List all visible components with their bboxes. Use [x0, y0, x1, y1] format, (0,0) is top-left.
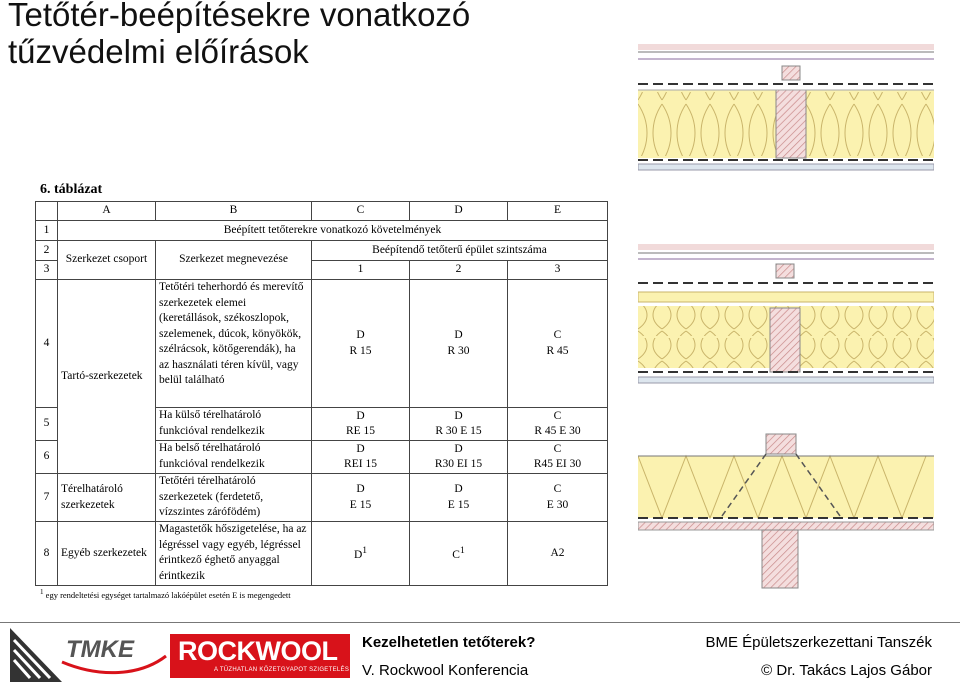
row-number: 6 [36, 441, 58, 474]
table-row [36, 474, 608, 522]
fire-class: D [454, 329, 463, 341]
structure-name: Ha belső térelhatároló funkcióval rendelkezik [156, 441, 312, 474]
table-row [36, 280, 608, 408]
structure-name: Tetőtéri térelhatároló szerkezetek (ferdetető, vízszintes zárófödém) [156, 474, 312, 522]
bme-corner-logo-icon [10, 628, 62, 682]
requirement-cell [410, 408, 508, 441]
fire-class: D [356, 329, 365, 341]
fire-resistance: REI 15 [344, 458, 377, 470]
col-letter-c: C [312, 202, 410, 221]
table-row [36, 221, 608, 241]
fire-class: D [454, 442, 463, 455]
fire-class: C [452, 549, 460, 562]
page-title-line1: Tetőtér-beépítésekre vonatkozó [8, 0, 471, 33]
fire-resistance: E 15 [349, 498, 372, 511]
col-letter-e: E [508, 202, 608, 221]
fire-resistance: E 15 [447, 498, 470, 511]
fire-class: D [454, 483, 463, 495]
footer-divider [0, 622, 960, 623]
footer-conference: V. Rockwool Konferencia [362, 662, 529, 679]
table-corner-cell [36, 202, 58, 221]
fire-resistance: RE 15 [345, 425, 376, 437]
table-caption: 6. táblázat [40, 182, 103, 197]
fire-class: D [353, 549, 363, 562]
row-number: 5 [36, 408, 58, 441]
footer-author: © Dr. Takács Lajos Gábor [761, 662, 932, 679]
structure-name: Ha külső térelhatároló funkcióval rendelkezik [156, 408, 312, 441]
fire-resistance: R 15 [349, 344, 372, 357]
col-letter-b: B [156, 202, 312, 221]
requirement-cell [312, 408, 410, 441]
storey-1: 1 [312, 261, 410, 280]
fire-class: C [553, 442, 562, 455]
col-letter-d: D [410, 202, 508, 221]
table-footnote [40, 588, 291, 600]
requirements-table [35, 201, 608, 586]
requirement-cell [410, 474, 508, 522]
structure-name: Magastetők hőszigetelése, ha az légréssel vagy egyéb, légréssel érintkező éghető anyaggal érintkezik [156, 522, 312, 586]
group-cell: Tartó-szerkezetek [58, 280, 156, 474]
requirement-cell [312, 441, 410, 474]
fire-class: D [454, 409, 463, 422]
requirement-cell [410, 441, 508, 474]
table-row [36, 522, 608, 586]
requirement-cell [508, 280, 608, 408]
rockwool-logo [170, 634, 350, 678]
rockwool-tagline: A TŰZHATLAN KŐZETGYAPOT SZIGETELÉS [214, 667, 350, 673]
requirement-cell [508, 408, 608, 441]
fire-class: D [356, 483, 365, 495]
col-letter-a: A [58, 202, 156, 221]
requirement-cell [312, 522, 410, 586]
roof-section-drawing-1 [638, 40, 934, 172]
footnote-ref: 1 [362, 545, 368, 557]
tmke-swoosh-icon [60, 654, 170, 678]
row-number: 8 [36, 522, 58, 586]
ceiling-section-drawing [638, 430, 934, 592]
requirement-cell [312, 474, 410, 522]
row-number: 4 [36, 280, 58, 408]
storey-2: 2 [410, 261, 508, 280]
requirement-cell [410, 280, 508, 408]
fire-resistance: R 30 [447, 344, 470, 357]
fire-resistance: R 45 [546, 344, 569, 357]
fire-resistance: R45 EI 30 [533, 458, 582, 470]
fire-class: C [553, 329, 562, 341]
requirement-cell [508, 441, 608, 474]
group-cell: Térelhatároló szerkezetek [58, 474, 156, 522]
footnote-ref: 1 [459, 545, 465, 557]
table-main-header: Beépített tetőterekre vonatkozó követelmények [58, 221, 608, 241]
table-row [36, 202, 608, 221]
requirement-cell [312, 280, 410, 408]
footnote-text: egy rendeltetési egységet tartalmazó lakóépület esetén E is megengedett [45, 589, 291, 600]
fire-class: D [356, 409, 365, 422]
footer-department: BME Épületszerkezettani Tanszék [705, 634, 932, 651]
fire-resistance: E 30 [546, 498, 569, 511]
table-row [36, 241, 608, 261]
requirement-cell [508, 474, 608, 522]
fire-resistance: R30 EI 15 [434, 458, 483, 470]
fire-resistance: R 30 E 15 [435, 425, 482, 437]
page-title [8, 0, 470, 70]
tmke-logo: TMKE [66, 636, 134, 663]
group-cell: Egyéb szerkezetek [58, 522, 156, 586]
requirement-cell [508, 522, 608, 586]
roof-section-drawing-2 [638, 240, 934, 390]
footer-talk-title: Kezelhetetlen tetőterek? [362, 634, 536, 651]
row-number: 3 [36, 261, 58, 280]
fire-class: D [356, 442, 365, 455]
fire-class: A2 [550, 546, 565, 559]
storey-3: 3 [508, 261, 608, 280]
fire-class: C [553, 483, 562, 495]
row-number: 1 [36, 221, 58, 241]
rockwool-wordmark: ROCKWOOL [178, 636, 338, 666]
group-header: Szerkezet csoport [58, 241, 156, 280]
requirement-cell [410, 522, 508, 586]
footnote-mark: 1 [40, 588, 44, 596]
structure-name: Tetőtéri teherhordó és merevítő szerkezetek elemei (keretállások, székoszlopok, szelemenek, dúcok, könyökök, szélrácsok, kötőgerendák), ha az használati téren kívül, vagy belül található [156, 280, 312, 408]
row-number: 2 [36, 241, 58, 261]
fire-class: C [553, 409, 562, 422]
row-number: 7 [36, 474, 58, 522]
storey-header: Beépítendő tetőterű épület szintszáma [312, 241, 608, 261]
name-header: Szerkezet megnevezése [156, 241, 312, 280]
fire-resistance: R 45 E 30 [534, 425, 581, 437]
page-title-line2: tűzvédelmi előírások [8, 33, 309, 70]
